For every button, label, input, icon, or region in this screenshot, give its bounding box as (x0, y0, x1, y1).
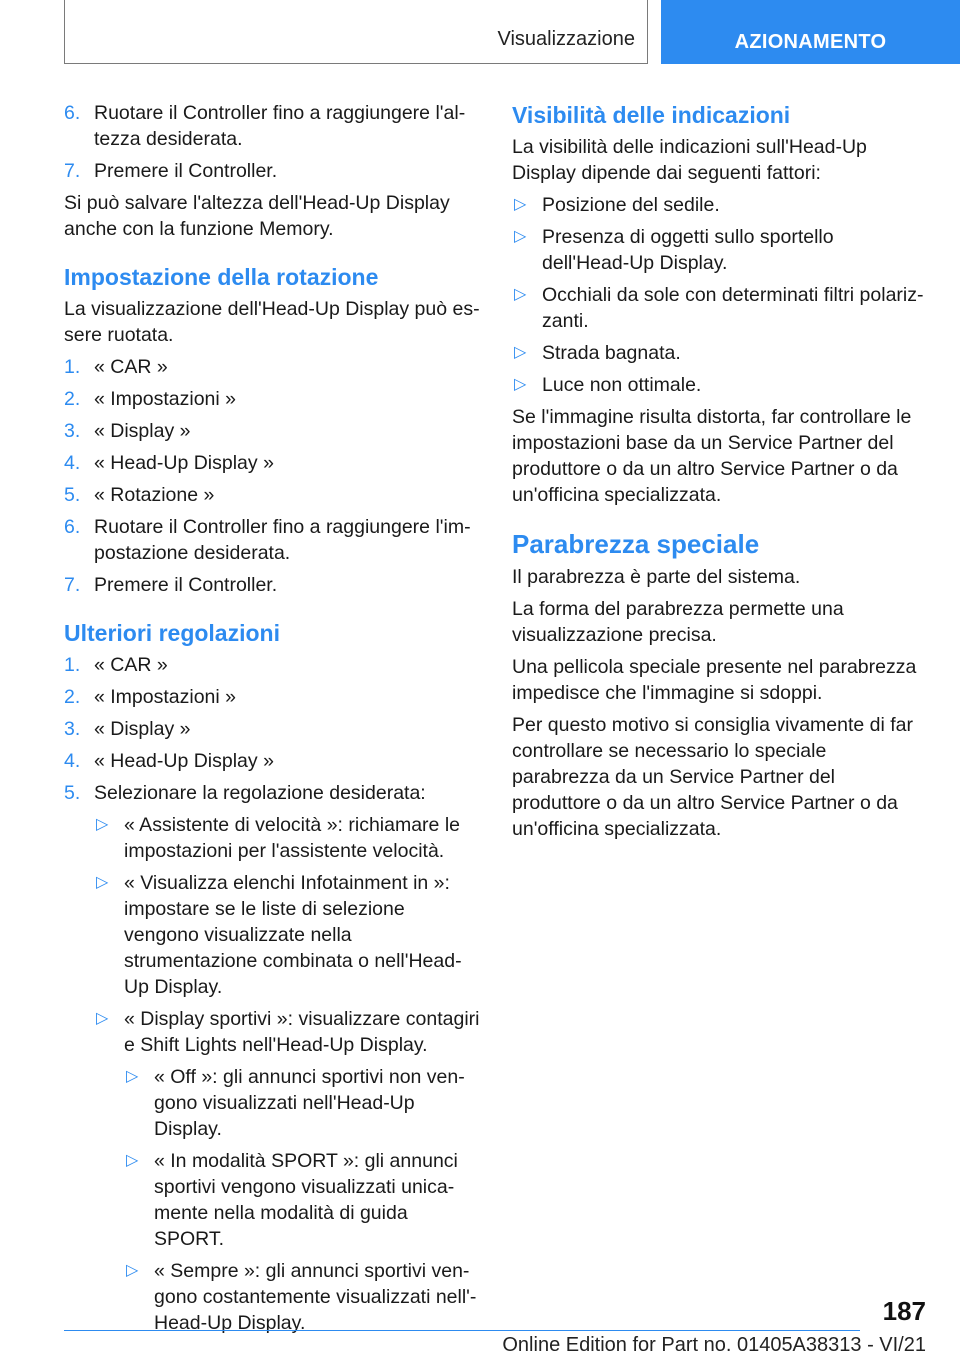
list-item: ▷ « Assistente di velocità »: richiamare le impostazioni per l'assistente velocità. (96, 814, 460, 862)
header-section-title: Visualizzazione (497, 28, 635, 50)
factors-list (512, 192, 926, 398)
header-chapter-label: AZIONAMENTO (734, 31, 887, 53)
list-item: 2. « Impostazioni » (64, 388, 236, 410)
distortion-note: Se l'immagine risulta distorta, far controllare le impostazioni base da un Service Partner del produttore o da un altro Service Partner o da un'officina specializzata. (512, 406, 912, 506)
list-item: 6. Ruotare il Controller fino a raggiungere l'altezza desiderata. (64, 102, 466, 150)
right-column (512, 100, 926, 848)
footer-edition: Online Edition for Part no. 01405A38313 - VI/21 (502, 1334, 926, 1356)
parabrezza-text-2: La forma del parabrezza permette una visualizzazione precisa. (512, 598, 844, 646)
heading-rotazione: Impostazione della rotazione (64, 264, 379, 290)
memory-note: Si può salvare l'altezza dell'Head-Up Display anche con la funzione Memory. (64, 192, 450, 240)
list-item: ▷ « Display sportivi »: visualizzare contagiri e Shift Lights nell'Head-Up Display. ▷ « Off »: gli annunci sportivi non vengono visualizzati nell'Head-Up Display. ▷ « In modalità SPORT »: gli annunci sportivi vengono visualizzati unicamente nella modalità di guida SPORT. ▷ « Sempre »: gli annunci sportivi vengono costantemente visualizzati nell'-Head-Up Display. (96, 1008, 480, 1334)
list-item: ▷ « In modalità SPORT »: gli annunci sportivi vengono visualizzati unicamente nella modalità di guida SPORT. (126, 1150, 458, 1250)
parabrezza-text-3: Una pellicola speciale presente nel parabrezza impedisce che l'immagine si sdoppi. (512, 656, 917, 704)
visibilita-intro: La visibilità delle indicazioni sull'Head-Up Display dipende dai seguenti fattori: (512, 136, 867, 184)
list-item: 6. Ruotare il Controller fino a raggiungere l'impostazione desiderata. (64, 516, 471, 564)
rotazione-intro: La visualizzazione dell'Head-Up Display può essere ruotata. (64, 298, 480, 346)
triangle-bullet-icon: ▷ (126, 1152, 139, 1169)
triangle-bullet-icon: ▷ (514, 376, 527, 393)
list-item: ▷ « Sempre »: gli annunci sportivi vengono costantemente visualizzati nell'-Head-Up Display. (126, 1260, 477, 1334)
list-item: ▷ Presenza di oggetti sullo sportello dell'Head-Up Display. (514, 226, 834, 274)
triangle-bullet-icon: ▷ (514, 344, 527, 361)
list-item: ▷ « Visualizza elenchi Infotainment in »: impostare se le liste di selezione vengono visualizzate nella strumentazione combinata o nell'Head-Up Display. (96, 872, 462, 998)
list-item: 5. « Rotazione » (64, 484, 215, 506)
triangle-bullet-icon: ▷ (96, 816, 109, 833)
list-item: 4. « Head-Up Display » (64, 750, 274, 772)
list-item: 5. Selezionare la regolazione desiderata: ▷ « Assistente di velocità »: richiamare le impostazioni per l'assistente velocità. ▷ « Visualizza elenchi Infotainment in »: impostare se le liste di selezione vengono visualizzate nella strumentazione combinata o nell'Head-Up Display. ▷ « Display sportivi »: visualizzare contagiri e Shift Lights nell'Head-Up Display. ▷ « Off »: gli annunci sportivi non vengono visualizzati nell'Head-Up Display. ▷ « In modalità SPORT »: gli annunci sportivi vengono visualizzati unicamente nella modalità di guida SPORT. ▷ « Sempre »: gli annunci sportivi vengono costantemente visualizzati nell'-Head-Up Display. (64, 782, 480, 1334)
triangle-bullet-icon: ▷ (514, 286, 527, 303)
left-column (64, 100, 480, 1342)
heading-ulteriori: Ulteriori regolazioni (64, 620, 280, 646)
footer-divider (64, 1330, 860, 1331)
steps-list-further (64, 652, 480, 1336)
triangle-bullet-icon: ▷ (96, 874, 109, 891)
list-item: ▷ Posizione del sedile. (514, 194, 720, 216)
triangle-bullet-icon: ▷ (514, 196, 527, 213)
page-number: 187 (882, 1296, 926, 1326)
list-item: 3. « Display » (64, 718, 191, 740)
steps-list-rotation (64, 354, 480, 598)
list-item: 1. « CAR » (64, 356, 168, 378)
list-item: 4. « Head-Up Display » (64, 452, 274, 474)
list-item: 2. « Impostazioni » (64, 686, 236, 708)
list-item: ▷ Occhiali da sole con determinati filtri polarizzanti. (514, 284, 924, 332)
heading-visibilita: Visibilità delle indicazioni (512, 102, 791, 128)
heading-parabrezza: Parabrezza speciale (512, 529, 760, 559)
triangle-bullet-icon: ▷ (96, 1010, 109, 1027)
triangle-bullet-icon: ▷ (126, 1068, 139, 1085)
list-item: ▷ « Off »: gli annunci sportivi non vengono visualizzati nell'Head-Up Display. (126, 1066, 465, 1140)
settings-sublist (94, 812, 480, 1336)
sport-display-sublist (124, 1064, 480, 1336)
list-item: 7. Premere il Controller. (64, 574, 278, 596)
list-item: ▷ Strada bagnata. (514, 342, 681, 364)
list-item: ▷ Luce non ottimale. (514, 374, 702, 396)
parabrezza-text-1: Il parabrezza è parte del sistema. (512, 566, 801, 588)
list-item: 3. « Display » (64, 420, 191, 442)
triangle-bullet-icon: ▷ (514, 228, 527, 245)
parabrezza-text-4: Per questo motivo si consiglia vivamente di far controllare se necessario lo speciale parabrezza da un Service Partner del produttore o da un altro Service Partner o da un'officina specializzata. (512, 714, 914, 840)
list-item: 1. « CAR » (64, 654, 168, 676)
list-item: 7. Premere il Controller. (64, 160, 278, 182)
header-chapter-tab[interactable] (661, 0, 960, 64)
triangle-bullet-icon: ▷ (126, 1262, 139, 1279)
header-frame (64, 0, 648, 64)
steps-list-height (64, 100, 480, 184)
